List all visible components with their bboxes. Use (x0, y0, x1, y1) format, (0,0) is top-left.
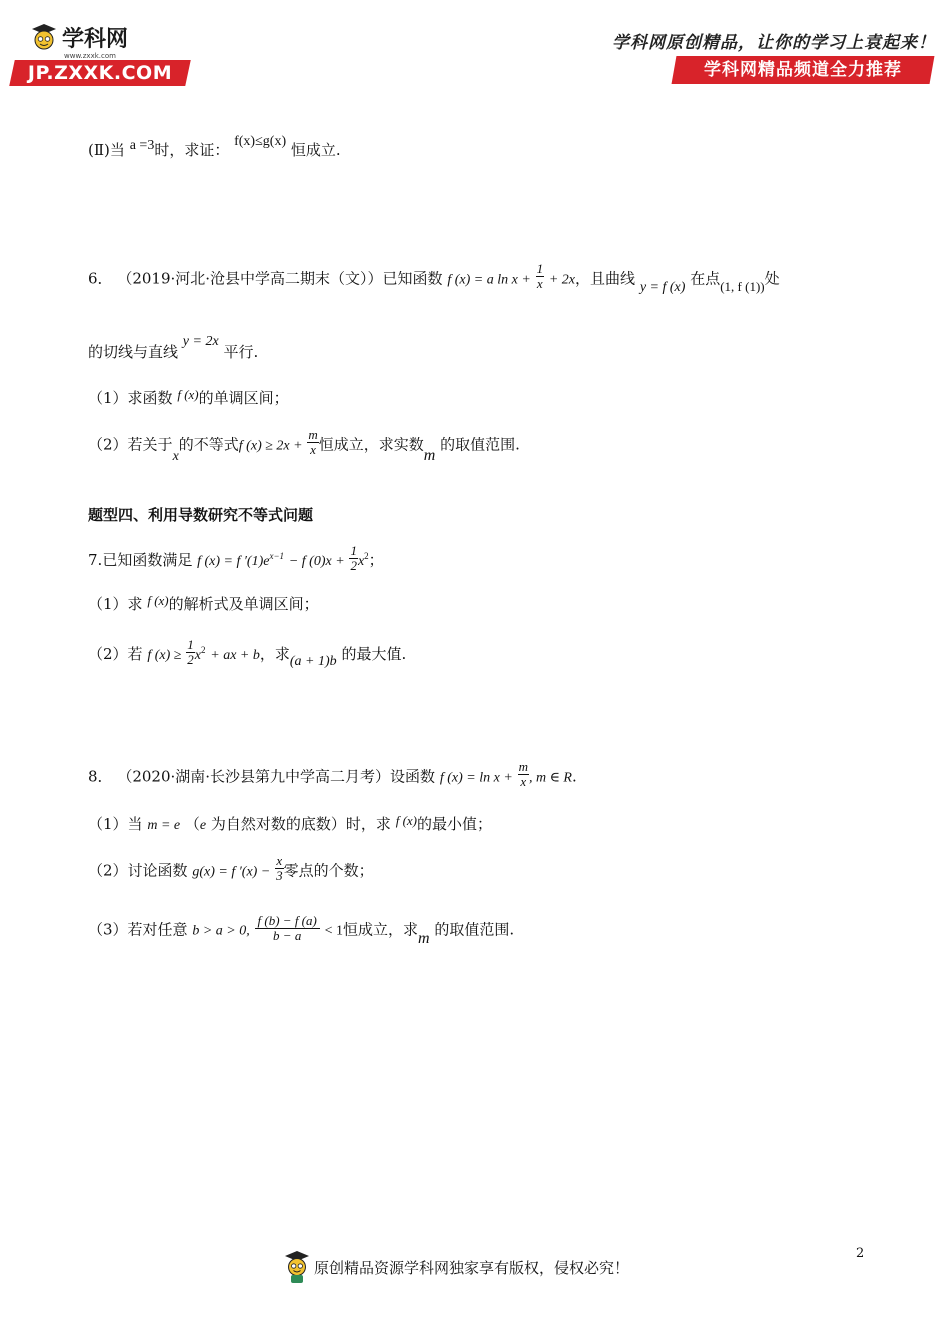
q8-part3: （3）若对任意 b > a > 0, $\frac{f (b) - f (a)}{b - a}$ < 1恒成立，求m 的取值范围. (88, 913, 515, 947)
section-heading: 题型四、利用导数研究不等式问题 (88, 506, 314, 524)
logo-url: www.zxxk.com (64, 52, 116, 60)
mascot-icon (284, 1250, 310, 1284)
q6-stem-line2: 的切线与直线 y = 2x 平行. (88, 334, 259, 361)
q7-part2: （2）若 f (x) ≥ $\frac{1}{2}$ $x^2$ + ax + b，求(a + 1)b 的最大值. (88, 636, 407, 669)
logo-text: 学科网 (62, 27, 129, 52)
mascot-icon (30, 23, 58, 53)
q8-part2: （2）讨论函数 g(x) = f ′(x) − $\frac{x}{3}$ 零点的个数； (88, 853, 374, 883)
header-banner: 学科网精品频道全力推荐 (672, 56, 935, 84)
header-slogan: 学科网原创精品，让你的学习上袁起来！ (612, 33, 936, 53)
site-logo[interactable] (12, 22, 192, 88)
q6-part2: （2）若关于x的不等式f (x) ≥ 2x + $\frac{m}{x}$ 恒成立，求实数m 的取值范围. (88, 427, 520, 464)
footer-text: 原创精品资源学科网独家享有版权，侵权必究！ (314, 1258, 630, 1277)
q5-part2: (Ⅱ)当 a =3时，求证： f(x)≤g(x) 恒成立. (88, 134, 341, 159)
footer-copyright (284, 1250, 629, 1284)
q7-stem: 7.已知函数满足 f (x) = f $'(1)e^{x-1} - f$ (0)x + $\frac{1}{2}$ $x^2$； (88, 542, 384, 573)
q6-stem: 6． （2019·河北·沧县中学高二期末（文））已知函数 f (x) = a ln x + $\frac{1}{x}$ + 2x，且曲线 y = f (x) 在点(1, f (1))处 (88, 261, 780, 295)
q6-part1: （1）求函数 f (x)的单调区间； (88, 387, 289, 407)
q7-part1: （1）求 f (x)的解析式及单调区间； (88, 593, 319, 613)
q8-part1: （1）当 m = e （e 为自然对数的底数）时，求 f (x)的最小值； (88, 813, 493, 833)
logo-bar: JP.ZXXK.COM (9, 60, 191, 86)
q8-stem: 8． （2020·湖南·长沙县第九中学高二月考）设函数 f (x) = ln x + $\frac{m}{x}$ , m ∈ R. (88, 759, 577, 789)
page-number: 2 (856, 1246, 865, 1261)
